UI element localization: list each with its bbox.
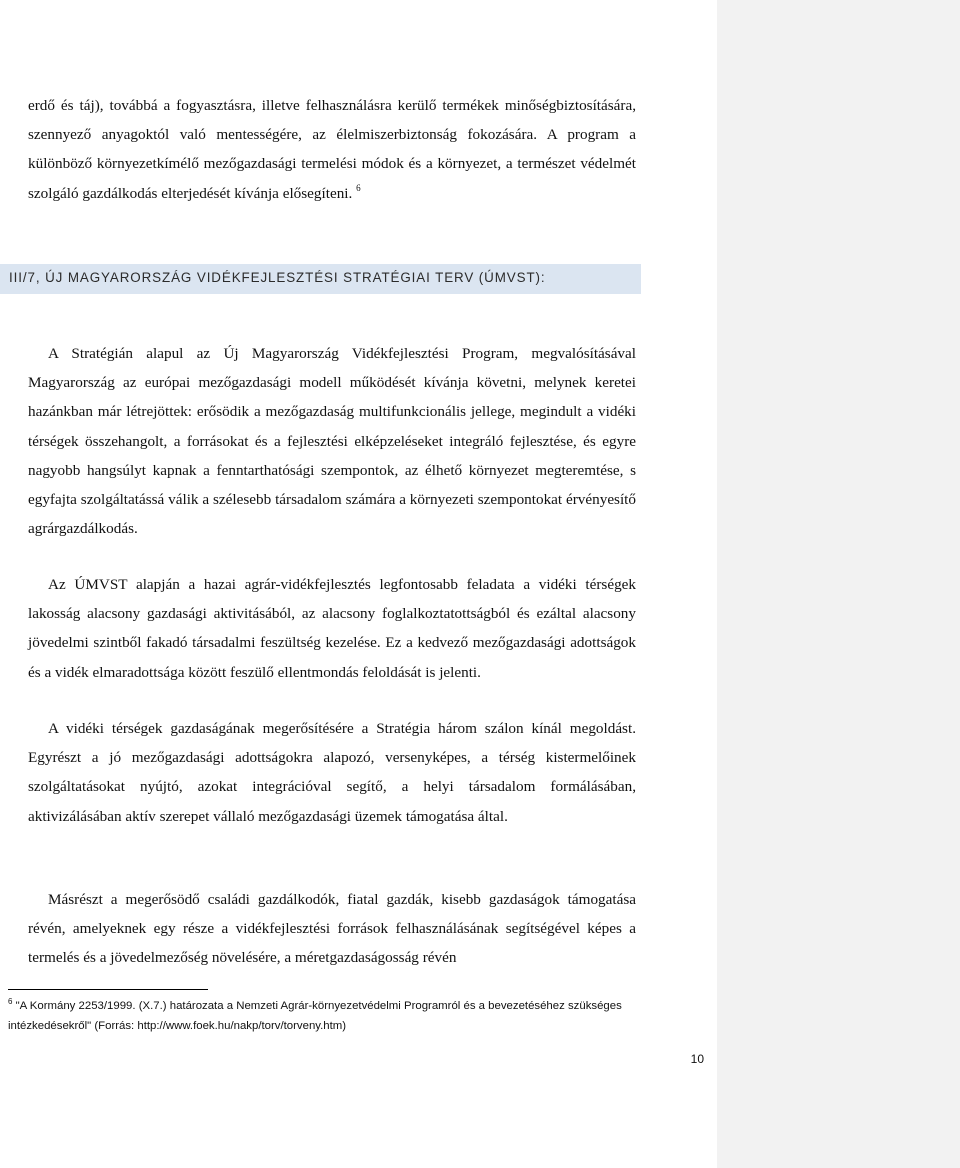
paragraph-3: Az ÚMVST alapján a hazai agrár-vidékfejlesztés legfontosabb feladata a vidéki térségek lakosság alacsony gazdasági aktivitásából, az alacsony foglalkoztatottságból és ezáltal alacsony jövedelmi szintből fakadó társadalmi feszültség kezelése. Ez a kedvező mezőgazdasági adottságok és a vidék elmaradottsága között feszülő ellentmondás feloldását is jelenti. <box>28 576 636 681</box>
paragraph-4: A vidéki térségek gazdaságának megerősítésére a Stratégia három szálon kínál megoldást. Egyrészt a jó mezőgazdasági adottságokra alapozó, versenyképes, a térség kistermelőinek szolgáltatásokat nyújtó, azokat integrációval segítő, a helyi társadalom formálásában, aktivizálásában aktív szerepet vállaló mezőgazdasági üzemek támogatása által. <box>28 720 636 825</box>
section-heading: III/7, ÚJ MAGYARORSZÁG VIDÉKFEJLESZTÉSI STRATÉGIAI TERV (ÚMVST): <box>9 270 546 285</box>
footnote <box>8 996 708 1036</box>
paragraph-1 <box>28 91 636 208</box>
page-number: 10 <box>690 1052 704 1066</box>
footnote-text: "A Kormány 2253/1999. (X.7.) határozata a Nemzeti Agrár-környezetvédelmi Programról és a bevezetéséhez szükséges intézkedésekről" (Forrás: http://www.foek.hu/nakp/torv/torveny.htm) <box>8 1000 622 1032</box>
footnote-separator <box>8 989 208 990</box>
footnote-number: 6 <box>8 997 13 1006</box>
footnote-reference[interactable]: 6 <box>356 182 361 193</box>
paragraph-1-text: erdő és táj), továbbá a fogyasztásra, illetve felhasználásra kerülő termékek minőségbiztosítására, szennyező anyagoktól való mentességére, az élelmiszerbiztonság fokozására. A program a különböző környezetkímélő mezőgazdasági termelési módok és a környezet, a természet védelmét szolgáló gazdálkodás elterjedését kívánja elősegíteni. <box>28 97 636 202</box>
paragraph-2: A Stratégián alapul az Új Magyarország Vidékfejlesztési Program, megvalósításával Magyarország az európai mezőgazdasági modell működését kívánja követni, melynek keretei hazánkban már létrejöttek: erősödik a mezőgazdaság multifunkcionális jellege, megindult a vidéki térségek összehangolt, a forrásokat és a fejlesztési elképzeléseket integráló fejlesztése, és egyre nagyobb hangsúlyt kapnak a fenntarthatósági szempontok, az élhető környezet megteremtése, s egyfajta szolgáltatássá válik a szélesebb társadalom számára a környezeti szempontokat érvényesítő agrárgazdálkodás. <box>28 345 636 538</box>
comment-margin-pane <box>717 0 960 1168</box>
paragraph-5: Másrészt a megerősödő családi gazdálkodók, fiatal gazdák, kisebb gazdaságok támogatása révén, amelyeknek egy része a vidékfejlesztési források felhasználásának segítségével képes a termelés és a jövedelmezőség növelésére, a méretgazdaságosság révén <box>28 891 636 967</box>
section-heading-bar <box>0 264 641 294</box>
